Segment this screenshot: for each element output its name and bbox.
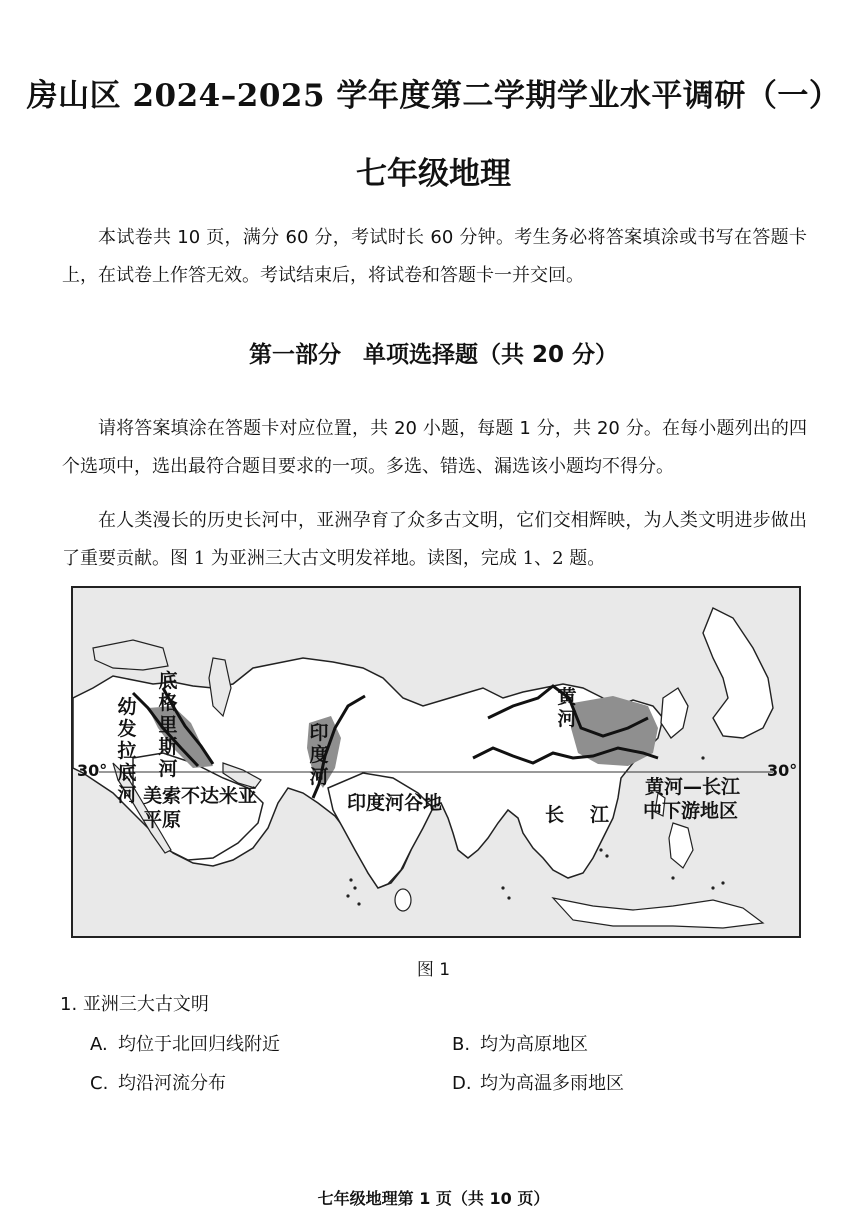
label-yellow-river: 黄河 <box>557 686 577 730</box>
question-context: 在人类漫长的历史长河中，亚洲孕育了众多古文明，它们交相辉映，为人类文明进步做出了重要贡献。图 1 为亚洲三大古文明发祥地。读图，完成 1、2 题。 <box>62 510 807 569</box>
option-letter: D. <box>452 1073 472 1094</box>
option-text: 均为高温多雨地区 <box>480 1073 624 1094</box>
exam-title: 房山区 2024–2025 学年度第二学期学业水平调研（一） <box>26 78 841 114</box>
label-lat-right: 30° <box>767 761 798 780</box>
label-china-region-line2: 中下游地区 <box>643 800 739 822</box>
label-tigris: 底格里斯河 <box>158 670 178 780</box>
option-d[interactable] <box>452 1069 624 1095</box>
option-c[interactable] <box>90 1069 226 1095</box>
label-lat-left: 30° <box>77 761 108 780</box>
option-b[interactable] <box>452 1030 588 1056</box>
section-heading <box>0 336 867 369</box>
section-directions: 请将答案填涂在答题卡对应位置，共 20 小题，每题 1 分，共 20 分。在每小题列出的四个选项中，选出最符合题目要求的一项。多选、错选、漏选该小题均不得分。 <box>62 418 807 477</box>
label-indus-river: 印度河 <box>309 722 329 788</box>
section-name: 单项选择题（共 20 分） <box>362 342 619 368</box>
option-text: 均为高原地区 <box>480 1034 588 1055</box>
map-graphic <box>73 588 799 936</box>
option-text: 均位于北回归线附近 <box>118 1034 280 1055</box>
label-mesopotamia: 美索不达米亚平原 <box>143 785 258 831</box>
option-a[interactable] <box>90 1030 280 1056</box>
option-letter: B. <box>452 1034 471 1055</box>
label-yangtze: 长江 <box>545 804 636 826</box>
question-1 <box>60 990 209 1016</box>
label-indus-valley: 印度河谷地 <box>347 792 443 814</box>
option-text: 均沿河流分布 <box>118 1073 226 1094</box>
exam-subtitle: 七年级地理 <box>356 156 511 192</box>
label-china-region-line1: 黄河—长江 <box>645 776 741 798</box>
question-number: 1. <box>60 994 78 1015</box>
figure-caption: 图 1 <box>416 960 451 980</box>
sri-lanka-island <box>395 889 411 911</box>
question-stem: 亚洲三大古文明 <box>82 994 209 1015</box>
option-letter: A. <box>90 1034 108 1055</box>
asia-civilizations-map <box>71 586 801 938</box>
exam-instructions: 本试卷共 10 页，满分 60 分，考试时长 60 分钟。考生务必将答案填涂或书写在答题卡上，在试卷上作答无效。考试结束后，将试卷和答题卡一并交回。 <box>62 227 807 286</box>
section-part: 第一部分 <box>248 342 341 368</box>
option-letter: C. <box>90 1073 109 1094</box>
label-euphrates: 幼发拉底河 <box>117 696 137 806</box>
page-footer: 七年级地理第 1 页（共 10 页） <box>317 1189 550 1208</box>
